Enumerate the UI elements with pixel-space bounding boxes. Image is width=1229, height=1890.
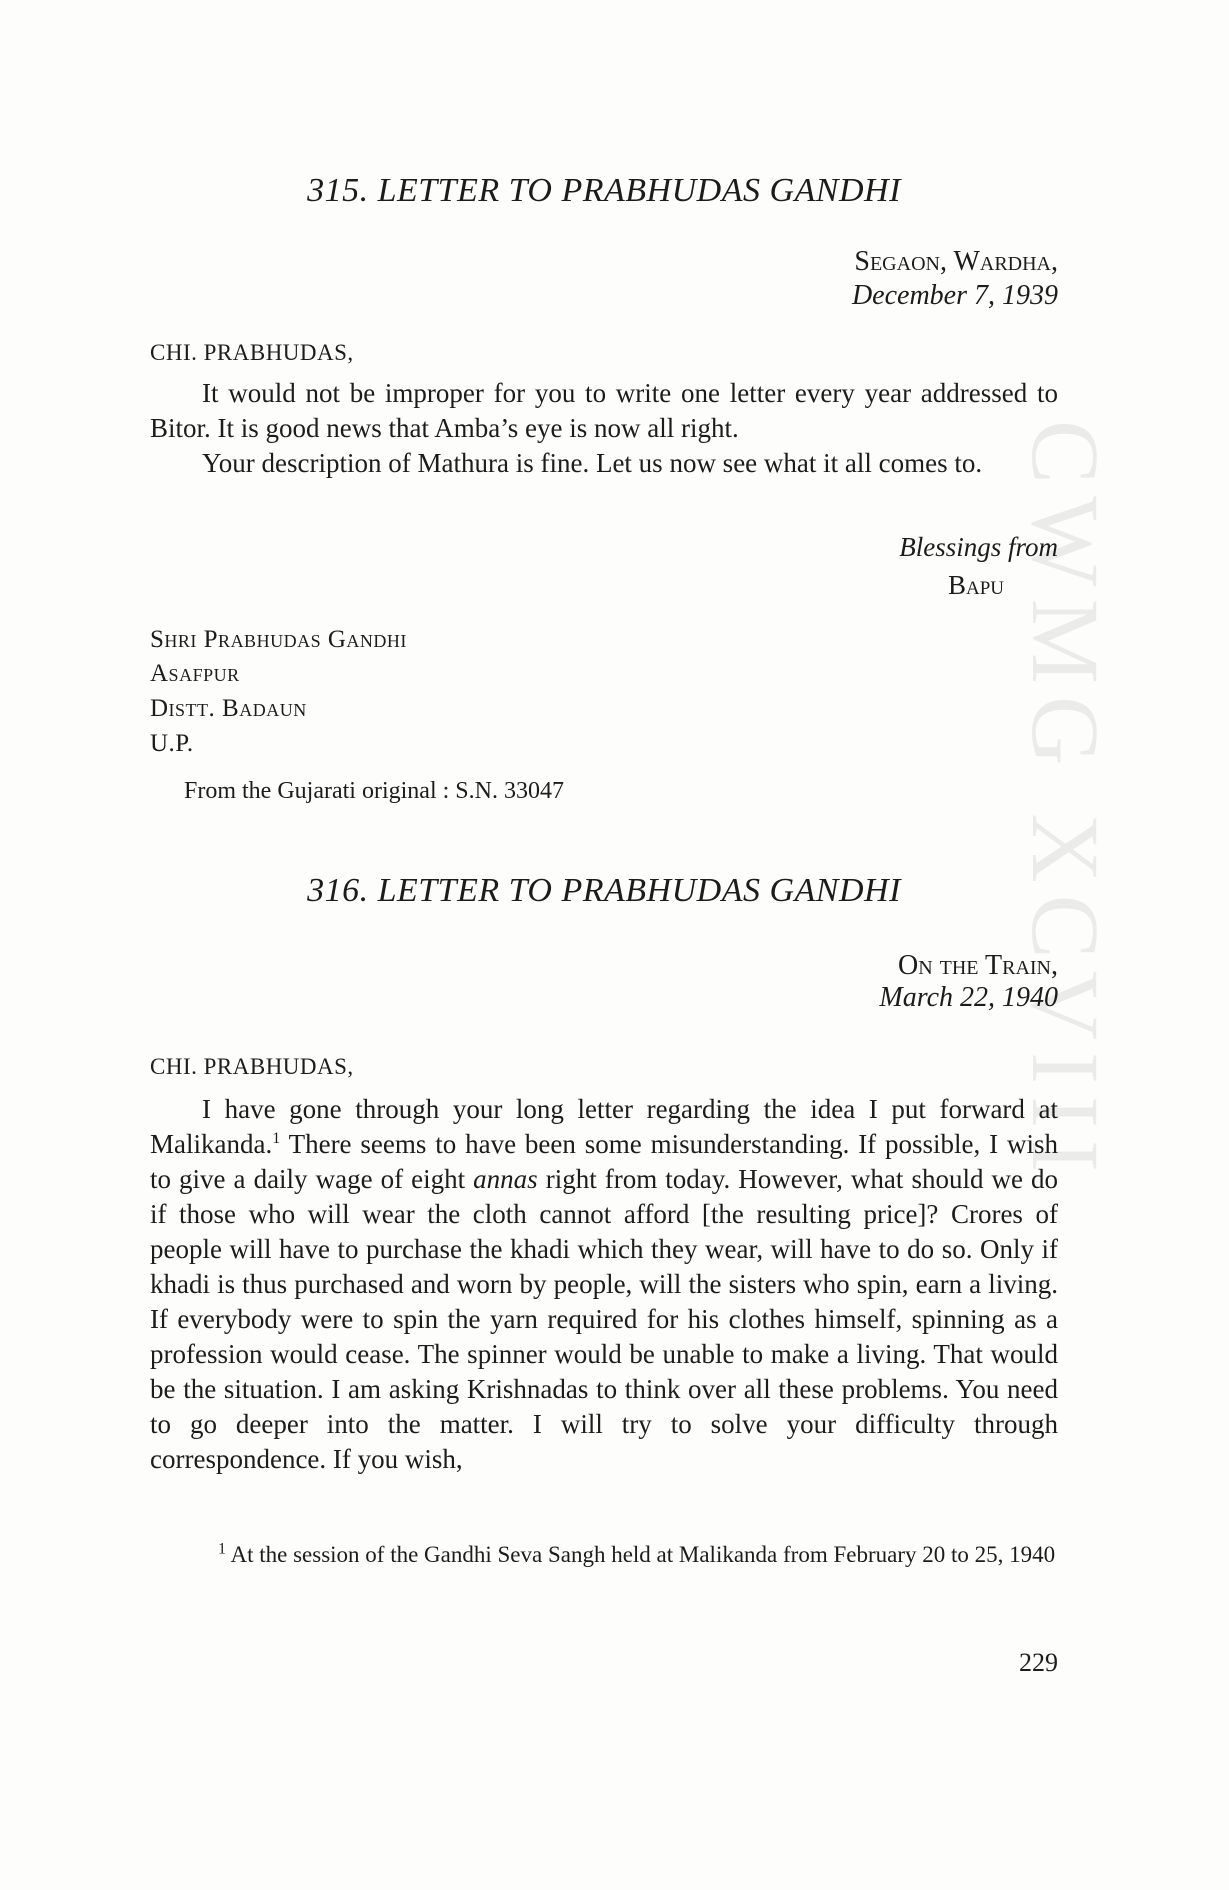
letter-316-title: 316. LETTER TO PRABHUDAS GANDHI: [307, 872, 901, 909]
letter-315-closing: Blessings from: [899, 532, 1058, 562]
italic-term: annas: [473, 1164, 538, 1194]
letter-315-source: From the Gujarati original : S.N. 33047: [184, 778, 564, 804]
address-line-state: U.P.: [150, 730, 194, 757]
letter-315-signature: Bapu: [947, 570, 1004, 600]
page-number: 229: [1019, 1648, 1058, 1677]
letter-315-place: Segaon, Wardha,: [854, 246, 1058, 277]
footnote: [150, 1540, 1058, 1569]
footnote-mark: 1: [218, 1540, 226, 1558]
address-line-village: Asafpur: [150, 660, 240, 687]
paragraph-text-2: There seems to have been some misunderstanding. If possible, I wish to give a daily wage of eight: [150, 1129, 1058, 1194]
letter-316-date: March 22, 1940: [879, 982, 1058, 1013]
letter-316-salutation: CHI. PRABHUDAS,: [150, 1054, 354, 1079]
paragraph-text-3: right from today. However, what should we do if those who will wear the cloth cannot afford [the resulting price]? Crores of people will have to purchase the khadi which they wear, will have to do so. Only if khadi is thus purchased and worn by people, will the sisters who spin, earn a living. If everybody were to spin the yarn required for his clothes himself, spinning as a profession would cease. The spinner would be unable to make a living. That would be the situation. I am asking Krishnadas to think over all these problems. You need to go deeper into the matter. I will try to solve your difficulty through correspondence. If you wish,: [150, 1164, 1059, 1474]
letter-316-paragraph: [150, 1092, 1058, 1477]
footnote-reference[interactable]: 1: [272, 1130, 281, 1147]
watermark: CWMG XCVIII: [1012, 420, 1119, 1184]
letter-315-paragraph-1: It would not be improper for you to write one letter every year addressed to Bitor. It is good news that Amba’s eye is now all right.: [150, 378, 1058, 443]
letter-315-paragraph-2: Your description of Mathura is fine. Let us now see what it all comes to.: [202, 448, 983, 478]
address-line-name: Shri Prabhudas Gandhi: [150, 626, 407, 653]
address-line-district: Distt. Badaun: [150, 695, 307, 722]
paragraph-text-1: I have gone through your long letter regarding the idea I put forward at Malikanda.: [150, 1094, 1058, 1159]
letter-316-place: On the Train,: [897, 950, 1058, 981]
letter-315-salutation: CHI. PRABHUDAS,: [150, 340, 354, 365]
letter-315-title: 315. LETTER TO PRABHUDAS GANDHI: [307, 172, 901, 209]
footnote-text: At the session of the Gandhi Seva Sangh held at Malikanda from February 20 to 25, 1940: [226, 1542, 1056, 1567]
letter-315-date: December 7, 1939: [851, 280, 1058, 311]
